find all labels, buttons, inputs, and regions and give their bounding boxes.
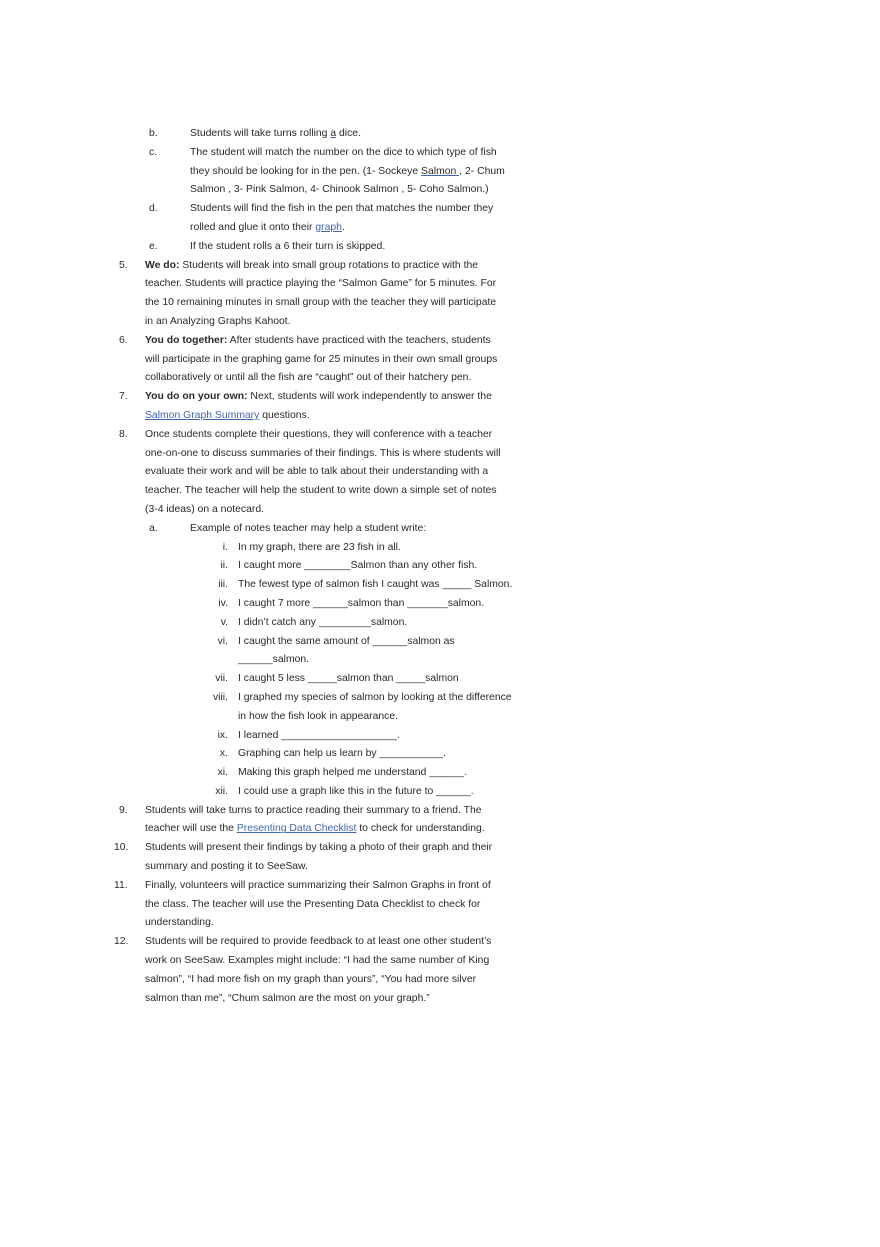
list-marker: viii. [212, 691, 228, 703]
list-line [0, 463, 880, 482]
list-text: Salmon , 3- Pink Salmon, 4- Chinook Salmon , 5- Coho Salmon.) [190, 184, 489, 196]
list-item [0, 144, 880, 163]
list-text: I caught 5 less _____salmon than _____salmon [238, 673, 459, 685]
list-item [0, 426, 880, 445]
list-text: Example of notes teacher may help a student write: [190, 522, 427, 534]
note-item [0, 745, 880, 764]
list-text [145, 388, 492, 407]
list-line [0, 219, 880, 238]
list-marker: vii. [215, 673, 228, 685]
list-line [0, 858, 880, 877]
list-text: work on SeeSaw. Examples might include: “I had the same number of King [145, 955, 490, 967]
list-item [0, 125, 880, 144]
list-text: I learned ____________________. [238, 729, 400, 741]
list-text [145, 820, 485, 839]
list-text: I caught more ________Salmon than any other fish. [238, 560, 478, 572]
text: rolled and glue it onto their [190, 221, 316, 233]
list-text: Graphing can help us learn by ___________. [238, 748, 446, 760]
note-line [0, 708, 880, 727]
list-marker: 10. [114, 842, 129, 854]
list-marker: iii. [218, 579, 228, 591]
list-text: Students will be required to provide feedback to at least one other student’s [145, 936, 492, 948]
list-text [145, 257, 478, 276]
list-marker: xii. [215, 785, 228, 797]
list-marker: vi. [217, 635, 228, 647]
list-item [0, 257, 880, 276]
list-text [145, 407, 310, 426]
list-text: I could use a graph like this in the future to ______. [238, 785, 474, 797]
list-marker: 7. [119, 391, 128, 403]
note-item [0, 764, 880, 783]
list-marker: a. [149, 522, 158, 534]
note-item [0, 783, 880, 802]
list-text: understanding. [145, 917, 214, 929]
note-line [0, 651, 880, 670]
list-text: In my graph, there are 23 fish in all. [238, 541, 401, 553]
list-line [0, 313, 880, 332]
text: to check for understanding. [356, 823, 485, 835]
text: dice. [336, 128, 361, 139]
list-line [0, 482, 880, 501]
text: Students will break into small group rotations to practice with the [179, 259, 479, 271]
list-text [190, 125, 361, 144]
list-marker: x. [219, 748, 228, 760]
note-item [0, 689, 880, 708]
list-text: I caught 7 more ______salmon than _______salmon. [238, 597, 485, 609]
list-line [0, 407, 880, 426]
list-item [0, 933, 880, 952]
list-line [0, 820, 880, 839]
list-text: summary and posting it to SeeSaw. [145, 861, 308, 873]
text: Students will take turns rolling [190, 128, 331, 139]
list-line [0, 990, 880, 1009]
list-text: Students will take turns to practice reading their summary to a friend. The [145, 804, 482, 816]
note-item [0, 670, 880, 689]
list-text: collaboratively or until all the fish are “caught” out of their hatchery pen. [145, 372, 472, 384]
note-item [0, 727, 880, 746]
list-text [145, 332, 491, 351]
list-line [0, 369, 880, 388]
list-line [0, 294, 880, 313]
list-marker: 9. [119, 804, 128, 816]
list-item [0, 802, 880, 821]
list-text: ______salmon. [238, 654, 310, 666]
list-text: the 10 remaining minutes in small group with the teacher they will participate [145, 297, 497, 309]
list-marker: b. [149, 128, 158, 139]
list-item [0, 520, 880, 539]
list-item [0, 238, 880, 257]
text: teacher will use the [145, 823, 237, 835]
list-text [190, 163, 505, 182]
list-marker: v. [220, 616, 228, 628]
list-marker: xi. [217, 767, 228, 779]
list-marker: e. [149, 240, 158, 252]
list-text: Making this graph helped me understand ______. [238, 767, 467, 779]
list-text: Students will find the fish in the pen that matches the number they [190, 203, 494, 215]
salmon-graph-summary-link[interactable]: Salmon Graph Summary [145, 409, 260, 421]
list-text: The fewest type of salmon fish I caught was _____ Salmon. [238, 579, 513, 591]
list-text: Students will present their findings by taking a photo of their graph and their [145, 842, 493, 854]
note-item [0, 557, 880, 576]
list-text: I graphed my species of salmon by looking at the difference [238, 691, 512, 703]
list-text: salmon”, “I had more fish on my graph than yours”, “You had more silver [145, 973, 477, 985]
list-text: one-on-one to discuss summaries of their findings. This is where students will [145, 447, 501, 459]
list-text: (3-4 ideas) on a notecard. [145, 503, 264, 515]
text: they should be looking for in the pen. (1- Sockeye [190, 165, 422, 177]
list-text: will participate in the graphing game for 25 minutes in their own small groups [145, 353, 498, 365]
note-item [0, 539, 880, 558]
list-text: Finally, volunteers will practice summarizing their Salmon Graphs in front of [145, 879, 491, 891]
list-item [0, 388, 880, 407]
list-item [0, 839, 880, 858]
list-text: salmon than me”, “Chum salmon are the most on your graph.” [145, 992, 430, 1004]
list-marker: iv. [218, 597, 228, 609]
list-marker: c. [149, 146, 158, 158]
list-marker: ii. [220, 560, 228, 572]
text: questions. [259, 409, 310, 421]
list-text: the class. The teacher will use the Presenting Data Checklist to check for [145, 898, 481, 910]
list-item [0, 332, 880, 351]
list-marker: ix. [217, 729, 228, 741]
list-marker: d. [149, 203, 158, 215]
note-item [0, 595, 880, 614]
list-item [0, 200, 880, 219]
list-marker: i. [222, 541, 228, 553]
lesson-procedure-document [0, 125, 880, 1008]
list-text: The student will match the number on the dice to which type of fish [190, 146, 497, 158]
graph-link[interactable]: graph [315, 221, 342, 233]
spellcheck-word: a [330, 128, 337, 139]
text: 2- Chum [462, 165, 505, 177]
spellcheck-word: Salmon , [421, 165, 463, 177]
note-item [0, 576, 880, 595]
bold-label: You do on your own: [145, 391, 248, 403]
text: Next, students will work independently to answer the [247, 391, 492, 403]
bold-label: We do: [145, 259, 180, 271]
list-text: teacher. The teacher will help the student to write down a simple set of notes [145, 485, 497, 497]
list-line [0, 445, 880, 464]
bold-label: You do together: [145, 334, 228, 346]
list-text: I caught the same amount of ______salmon as [238, 635, 455, 647]
list-text: Once students complete their questions, they will conference with a teacher [145, 428, 493, 440]
list-item [0, 877, 880, 896]
list-text: evaluate their work and will be able to talk about their understanding with a [145, 466, 489, 478]
list-marker: 5. [119, 259, 128, 271]
text: . [341, 221, 345, 233]
list-line [0, 351, 880, 370]
presenting-data-checklist-link[interactable]: Presenting Data Checklist [236, 823, 357, 835]
list-line [0, 971, 880, 990]
list-line [0, 163, 880, 182]
note-item [0, 633, 880, 652]
note-item [0, 614, 880, 633]
list-line [0, 914, 880, 933]
list-line [0, 952, 880, 971]
list-line [0, 896, 880, 915]
list-line [0, 181, 880, 200]
list-marker: 11. [114, 879, 128, 891]
list-text [190, 219, 345, 238]
list-marker: 8. [119, 428, 128, 440]
list-marker: 12. [114, 936, 129, 948]
list-line [0, 501, 880, 520]
list-text: teacher. Students will practice playing the “Salmon Game” for 5 minutes. For [145, 278, 497, 290]
list-text: If the student rolls a 6 their turn is skipped. [190, 240, 386, 252]
list-marker: 6. [119, 334, 128, 346]
list-text: I didn’t catch any _________salmon. [238, 616, 408, 628]
list-line [0, 275, 880, 294]
list-text: in how the fish look in appearance. [238, 710, 399, 722]
list-text: in an Analyzing Graphs Kahoot. [145, 315, 291, 327]
text: After students have practiced with the teachers, students [227, 334, 491, 346]
